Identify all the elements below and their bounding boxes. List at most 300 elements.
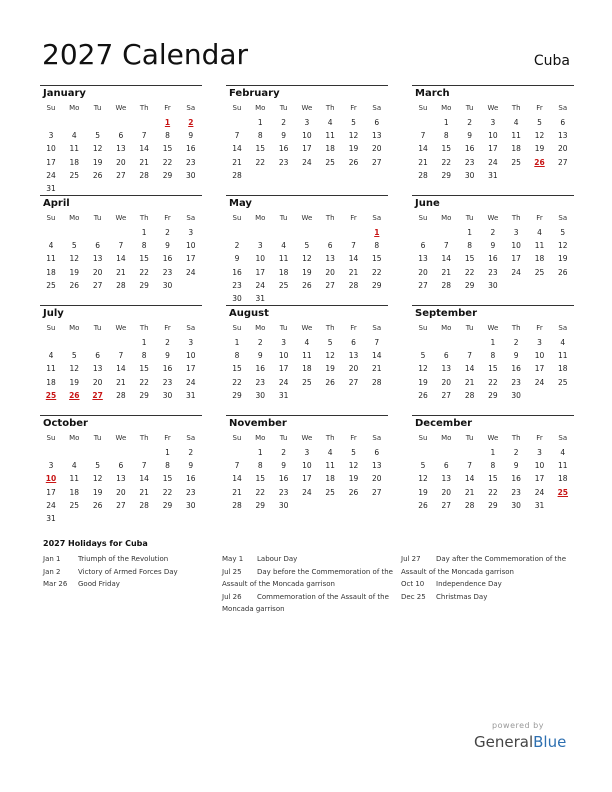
day-cell: 17 [255, 267, 266, 277]
day-cell: 4 [281, 241, 286, 251]
day-cell: 7 [234, 461, 240, 471]
day-cell: 1 [141, 338, 147, 347]
day-cell: 19 [302, 267, 312, 277]
day-cell: 1 [165, 448, 170, 457]
day-cell: 22 [255, 157, 266, 167]
day-cell: 29 [139, 280, 149, 290]
holiday-date: Dec 25 [401, 592, 426, 601]
day-cell: 23 [232, 280, 242, 290]
day-cell: 12 [418, 364, 428, 374]
day-cell: 27 [441, 500, 452, 510]
weekday-header: Tu [465, 324, 474, 332]
day-cell: 18 [46, 377, 56, 387]
day-cell: 10 [488, 131, 498, 141]
day-cell: 22 [162, 157, 173, 167]
day-cell: 16 [278, 474, 289, 484]
day-cell: 5 [420, 351, 426, 361]
day-cell: 12 [92, 144, 103, 154]
day-cell: 2 [513, 448, 519, 457]
day-cell: 16 [162, 364, 173, 374]
holiday-item [43, 578, 219, 591]
day-cell: 28 [441, 280, 452, 290]
month-july [40, 305, 202, 411]
day-cell: 20 [325, 267, 335, 277]
day-cell: 13 [558, 131, 568, 141]
month-may [226, 195, 388, 301]
holiday-day-cell: 25 [557, 487, 569, 497]
day-cell: 13 [441, 364, 452, 374]
day-cell: 29 [464, 280, 475, 290]
day-cell: 29 [162, 170, 173, 180]
weekday-header: Su [46, 214, 56, 222]
holiday-day-cell: 10 [45, 474, 57, 484]
day-cell: 11 [558, 461, 568, 471]
day-cell: 16 [186, 144, 196, 154]
day-cell: 20 [441, 377, 452, 387]
day-cell: 19 [92, 157, 103, 167]
day-cell: 18 [325, 144, 335, 154]
day-cell: 9 [165, 241, 170, 251]
day-cell: 27 [348, 377, 359, 387]
day-cell: 4 [327, 448, 333, 457]
day-cell: 2 [165, 338, 170, 347]
holiday-date: Jul 26 [222, 592, 242, 601]
day-cell: 16 [186, 474, 196, 484]
weekday-header: Fr [164, 434, 171, 442]
holiday-name: Labour Day [257, 555, 298, 563]
day-cell: 24 [534, 377, 545, 387]
weekday-header: Su [232, 434, 242, 442]
weekday-header: Th [325, 434, 335, 442]
day-cell: 13 [418, 254, 428, 264]
day-cell: 23 [162, 267, 173, 277]
day-cell: 3 [48, 461, 54, 471]
day-cell: 25 [325, 487, 335, 497]
day-cell: 24 [46, 500, 56, 510]
day-cell: 31 [186, 390, 196, 400]
weekday-header: Sa [186, 324, 196, 332]
day-cell: 15 [162, 474, 173, 484]
day-cell: 17 [534, 364, 545, 374]
day-cell: 15 [139, 254, 149, 264]
month-name: February [229, 88, 280, 99]
day-cell: 21 [348, 267, 359, 277]
day-cell: 24 [534, 487, 545, 497]
holiday-item [222, 591, 398, 616]
day-cell: 5 [95, 461, 100, 471]
holiday-day-cell: 26 [69, 390, 80, 400]
day-cell: 29 [162, 500, 173, 510]
day-cell: 16 [255, 364, 266, 374]
weekday-header: We [487, 324, 499, 332]
day-cell: 10 [302, 461, 312, 471]
day-cell: 6 [560, 118, 566, 127]
day-cell: 28 [464, 390, 475, 400]
day-cell: 21 [232, 157, 242, 167]
day-cell: 8 [141, 241, 147, 251]
day-cell: 14 [441, 254, 452, 264]
day-cell: 4 [71, 131, 77, 141]
weekday-header: Sa [372, 214, 382, 222]
day-cell: 28 [464, 500, 475, 510]
holiday-name: Good Friday [78, 580, 120, 589]
day-cell: 3 [188, 338, 194, 347]
day-cell: 2 [281, 118, 286, 127]
day-cell: 28 [116, 280, 126, 290]
day-cell: 5 [537, 118, 542, 127]
day-cell: 22 [488, 377, 498, 387]
day-cell: 22 [139, 377, 149, 387]
holiday-date: May 1 [222, 555, 244, 563]
day-cell: 31 [278, 390, 289, 400]
day-cell: 23 [464, 157, 475, 167]
weekday-header: Sa [558, 214, 568, 222]
weekday-header: Mo [441, 434, 452, 442]
day-cell: 6 [118, 461, 124, 471]
day-cell: 9 [281, 131, 286, 141]
month-october [40, 415, 202, 521]
day-cell: 29 [372, 280, 382, 290]
weekday-header: Mo [255, 324, 266, 332]
day-cell: 15 [255, 474, 266, 484]
day-cell: 12 [69, 364, 80, 374]
day-cell: 2 [513, 338, 519, 347]
day-cell: 28 [116, 390, 126, 400]
day-cell: 22 [464, 267, 475, 277]
day-cell: 2 [490, 228, 496, 237]
day-cell: 11 [69, 474, 80, 484]
day-cell: 21 [232, 487, 242, 497]
holiday-day-cell: 2 [188, 118, 194, 127]
day-cell: 26 [92, 500, 103, 510]
month-april [40, 195, 202, 301]
weekday-header: Fr [164, 214, 171, 222]
day-cell: 25 [511, 157, 521, 167]
day-cell: 7 [467, 461, 472, 471]
day-cell: 1 [141, 228, 147, 237]
day-cell: 10 [46, 144, 56, 154]
day-cell: 12 [418, 474, 428, 484]
month-november [226, 415, 388, 521]
day-cell: 23 [278, 157, 289, 167]
day-cell: 29 [255, 500, 266, 510]
holiday-name: Day after the Commemoration of the Assault of the Moncada garrison [401, 555, 567, 576]
day-cell: 14 [232, 474, 242, 484]
day-cell: 6 [443, 461, 449, 471]
day-cell: 24 [46, 170, 56, 180]
day-cell: 21 [418, 157, 428, 167]
day-cell: 6 [374, 448, 380, 457]
day-cell: 11 [46, 254, 56, 264]
weekday-header: Mo [69, 434, 80, 442]
day-cell: 28 [418, 170, 428, 180]
day-cell: 4 [560, 338, 566, 347]
weekday-header: Mo [255, 214, 266, 222]
month-name: January [43, 88, 86, 99]
day-cell: 16 [232, 267, 242, 277]
day-cell: 10 [255, 254, 266, 264]
day-cell: 28 [232, 500, 242, 510]
day-cell: 15 [488, 474, 498, 484]
weekday-header: Sa [372, 324, 382, 332]
month-name: August [229, 308, 269, 319]
day-cell: 25 [325, 157, 335, 167]
day-cell: 11 [46, 364, 56, 374]
day-cell: 13 [92, 364, 103, 374]
weekday-header: Su [418, 104, 428, 112]
day-cell: 8 [257, 461, 263, 471]
weekday-header: Sa [186, 104, 196, 112]
weekday-header: Tu [93, 324, 102, 332]
day-cell: 12 [325, 351, 335, 361]
day-cell: 30 [255, 390, 266, 400]
holiday-day-cell: 1 [374, 228, 380, 237]
day-cell: 15 [232, 364, 242, 374]
weekday-header: Th [325, 324, 335, 332]
day-cell: 12 [302, 254, 312, 264]
day-cell: 18 [69, 487, 80, 497]
day-cell: 12 [92, 474, 103, 484]
day-cell: 9 [188, 131, 194, 141]
day-cell: 3 [257, 241, 263, 251]
day-cell: 18 [558, 474, 568, 484]
day-cell: 5 [95, 131, 100, 141]
weekday-header: Mo [255, 434, 266, 442]
weekday-header: Su [46, 434, 56, 442]
day-cell: 5 [71, 241, 77, 251]
month-name: July [43, 308, 64, 319]
holiday-date: Jan 1 [43, 555, 61, 563]
day-cell: 14 [464, 364, 475, 374]
day-cell: 6 [443, 351, 449, 361]
day-cell: 8 [234, 351, 240, 361]
generalblue-logo[interactable] [474, 733, 566, 751]
day-cell: 15 [372, 254, 382, 264]
day-cell: 24 [488, 157, 498, 167]
day-cell: 24 [186, 377, 196, 387]
day-cell: 23 [186, 157, 196, 167]
day-cell: 20 [372, 474, 382, 484]
day-cell: 26 [325, 377, 335, 387]
holiday-name: Commemoration of the Assault of the Moncada garrison [222, 592, 389, 614]
day-cell: 7 [234, 131, 240, 141]
weekday-header: Th [511, 434, 521, 442]
day-cell: 15 [255, 144, 266, 154]
holiday-day-cell: 1 [164, 118, 171, 127]
day-cell: 26 [302, 280, 312, 290]
day-cell: 9 [257, 351, 263, 361]
day-cell: 23 [162, 377, 173, 387]
day-cell: 10 [511, 241, 521, 251]
weekday-header: Sa [372, 434, 382, 442]
day-cell: 5 [351, 118, 356, 127]
day-cell: 8 [490, 351, 496, 361]
month-march [412, 85, 574, 191]
day-cell: 13 [92, 254, 103, 264]
weekday-header: Fr [350, 324, 357, 332]
day-cell: 4 [304, 338, 310, 347]
holiday-item [43, 566, 219, 579]
weekday-header: Su [46, 104, 56, 112]
day-cell: 29 [488, 500, 498, 510]
day-cell: 21 [139, 487, 149, 497]
day-cell: 1 [467, 228, 472, 237]
weekday-header: Th [139, 434, 149, 442]
day-cell: 21 [116, 377, 126, 387]
weekday-header: We [301, 104, 313, 112]
day-cell: 18 [69, 157, 80, 167]
holiday-date: Jan 2 [43, 567, 61, 576]
day-cell: 10 [534, 351, 545, 361]
day-cell: 2 [467, 118, 472, 127]
day-cell: 20 [116, 487, 126, 497]
day-cell: 25 [278, 280, 289, 290]
holiday-date: Oct 10 [401, 580, 425, 589]
day-cell: 30 [511, 500, 521, 510]
day-cell: 19 [325, 364, 335, 374]
day-cell: 29 [232, 390, 242, 400]
holiday-item [43, 553, 219, 566]
weekday-header: Tu [279, 324, 288, 332]
day-cell: 18 [511, 144, 521, 154]
day-cell: 28 [139, 500, 149, 510]
month-name: November [229, 418, 287, 429]
day-cell: 3 [537, 448, 542, 457]
day-cell: 2 [234, 241, 240, 251]
day-cell: 3 [281, 338, 286, 347]
day-cell: 21 [464, 377, 475, 387]
day-cell: 3 [48, 131, 54, 141]
day-cell: 7 [351, 241, 356, 251]
holiday-day-cell: 25 [45, 390, 57, 400]
day-cell: 18 [302, 364, 312, 374]
month-december [412, 415, 574, 521]
day-cell: 28 [232, 170, 242, 180]
day-cell: 19 [348, 144, 359, 154]
day-cell: 17 [46, 157, 56, 167]
weekday-header: Th [139, 214, 149, 222]
holiday-name: Independence Day [436, 580, 502, 589]
day-cell: 15 [162, 144, 173, 154]
day-cell: 8 [443, 131, 449, 141]
day-cell: 4 [71, 461, 77, 471]
day-cell: 15 [139, 364, 149, 374]
day-cell: 31 [255, 294, 266, 303]
holiday-day-cell: 27 [92, 390, 103, 400]
day-cell: 17 [511, 254, 521, 264]
day-cell: 30 [464, 170, 475, 180]
day-cell: 27 [372, 487, 382, 497]
powered-by-text: powered by [492, 721, 544, 730]
month-august [226, 305, 388, 411]
weekday-header: Su [418, 324, 428, 332]
day-cell: 24 [278, 377, 289, 387]
day-cell: 3 [490, 118, 496, 127]
holiday-name: Victory of Armed Forces Day [78, 567, 178, 576]
day-cell: 11 [511, 131, 521, 141]
day-cell: 26 [92, 170, 103, 180]
day-cell: 23 [278, 487, 289, 497]
weekday-header: Tu [93, 214, 102, 222]
day-cell: 9 [234, 254, 240, 264]
day-cell: 17 [186, 364, 196, 374]
day-cell: 26 [418, 500, 428, 510]
holiday-name: Day before the Commemoration of the Assault of the Moncada garrison [222, 567, 393, 589]
day-cell: 7 [118, 351, 124, 361]
weekday-header: We [301, 214, 313, 222]
weekday-header: Su [232, 214, 242, 222]
day-cell: 3 [188, 228, 194, 237]
weekday-header: Th [511, 104, 521, 112]
day-cell: 18 [46, 267, 56, 277]
day-cell: 22 [139, 267, 149, 277]
logo-general: General [474, 733, 534, 751]
weekday-header: Fr [350, 434, 357, 442]
day-cell: 5 [560, 228, 566, 237]
day-cell: 1 [490, 338, 496, 347]
month-name: May [229, 198, 252, 209]
day-cell: 7 [374, 338, 380, 347]
holiday-date: Jul 27 [401, 555, 421, 563]
day-cell: 13 [348, 351, 359, 361]
day-cell: 27 [116, 170, 126, 180]
day-cell: 17 [186, 254, 196, 264]
day-cell: 30 [278, 500, 289, 510]
weekday-header: Tu [279, 104, 288, 112]
day-cell: 14 [418, 144, 428, 154]
day-cell: 23 [511, 377, 521, 387]
day-cell: 11 [302, 351, 312, 361]
day-cell: 10 [278, 351, 289, 361]
holiday-item [401, 553, 577, 578]
country-name: Cuba [533, 53, 570, 69]
day-cell: 18 [325, 474, 335, 484]
day-cell: 7 [443, 241, 449, 251]
day-cell: 22 [162, 487, 173, 497]
day-cell: 19 [418, 487, 428, 497]
weekday-header: Fr [164, 104, 171, 112]
day-cell: 4 [560, 448, 566, 457]
weekday-header: Mo [69, 104, 80, 112]
day-cell: 30 [186, 500, 196, 510]
weekday-header: We [301, 434, 313, 442]
month-name: June [415, 198, 440, 209]
day-cell: 11 [69, 144, 80, 154]
day-cell: 10 [186, 241, 196, 251]
weekday-header: Tu [93, 104, 102, 112]
day-cell: 17 [302, 474, 312, 484]
day-cell: 12 [558, 241, 568, 251]
day-cell: 10 [302, 131, 312, 141]
day-cell: 15 [464, 254, 475, 264]
weekday-header: Mo [69, 324, 80, 332]
day-cell: 14 [139, 474, 149, 484]
day-cell: 13 [441, 474, 452, 484]
day-cell: 14 [139, 144, 149, 154]
day-cell: 17 [46, 487, 56, 497]
month-name: October [43, 418, 88, 429]
day-cell: 21 [139, 157, 149, 167]
day-cell: 20 [372, 144, 382, 154]
day-cell: 20 [348, 364, 359, 374]
months-grid [40, 85, 574, 525]
day-cell: 5 [304, 241, 310, 251]
day-cell: 19 [92, 487, 103, 497]
day-cell: 25 [69, 170, 80, 180]
holiday-column-3 [401, 553, 577, 603]
day-cell: 1 [257, 448, 263, 457]
holiday-item [222, 553, 398, 566]
